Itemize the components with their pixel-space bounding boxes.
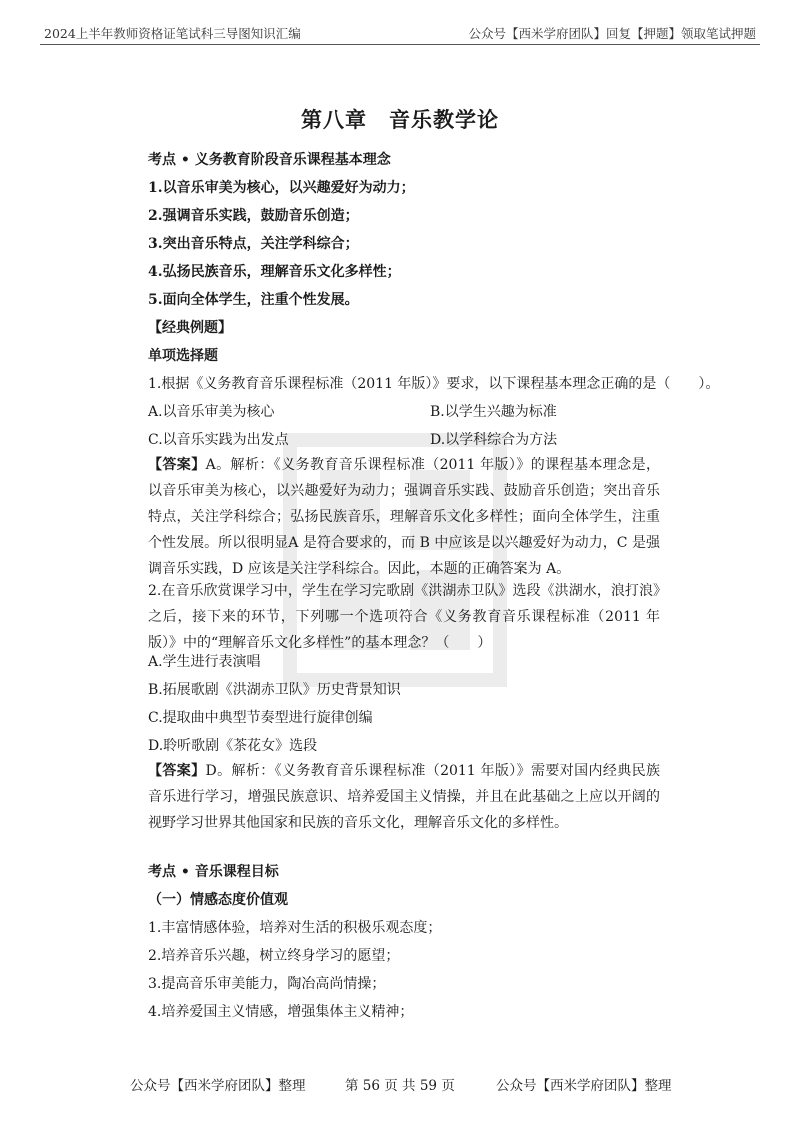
q2-option-b: B.拓展歌剧《洪湖赤卫队》历史背景知识 (148, 682, 401, 698)
q2-option-a: A.学生进行表演唱 (148, 654, 261, 670)
q2-answer-tag: 【答案】 (148, 763, 206, 779)
page-footer (0, 1074, 800, 1098)
header-rule (40, 44, 760, 45)
section1-heading: 考点 • 义务教育阶段音乐课程基本理念 (148, 152, 391, 168)
q1-option-b: B.以学生兴趣为标准 (430, 404, 557, 420)
section1-point-3: 3.突出音乐特点，关注学科综合； (148, 236, 359, 252)
section1-point-4: 4.弘扬民族音乐，理解音乐文化多样性； (148, 264, 401, 280)
q2-answer (148, 758, 660, 836)
section2-subheading: （一）情感态度价值观 (148, 892, 288, 908)
section1-point-2: 2.强调音乐实践，鼓励音乐创造； (148, 208, 359, 224)
page-header (0, 0, 800, 44)
q1-stem: 1.根据《义务教育音乐课程标准（2011 年版）》要求，以下课程基本理念正确的是（ ）。 (148, 376, 720, 392)
q2-option-c: C.提取曲中典型节奏型进行旋律创编 (148, 710, 373, 726)
question-type: 单项选择题 (148, 348, 218, 364)
section1-point-1: 1.以音乐审美为核心，以兴趣爱好为动力； (148, 180, 415, 196)
q1-answer-text: A。解析：《义务教育音乐课程标准（2011 年版）》的课程基本理念是，以音乐审美为核心，以兴趣爱好为动力；强调音乐实践、鼓励音乐创造；突出音乐特点，关注学科综合；弘扬民族音乐，理解音乐文化多样性；面向全体学生，注重个性发展。所以很明显A 是符合要求的，而 B 中应该是以兴趣爱好为动力，C 是强调音乐实践，D 应该是关注学科综合。因此，本题的正确答案为 A。 (148, 457, 660, 577)
q1-answer-tag: 【答案】 (148, 457, 206, 473)
q1-option-c: C.以音乐实践为出发点 (148, 432, 289, 448)
section2-point-4: 4.培养爱国主义情感，增强集体主义精神； (148, 1004, 414, 1020)
q1-answer (148, 452, 660, 582)
q1-option-d: D.以学科综合为方法 (430, 432, 558, 448)
q1-option-a: A.以音乐审美为核心 (148, 404, 275, 420)
footer-right: 公众号【西米学府团队】整理 (496, 1078, 672, 1094)
q2-option-d: D.聆听歌剧《茶花女》选段 (148, 738, 318, 754)
section1-point-5: 5.面向全体学生，注重个性发展。 (148, 292, 359, 308)
chapter-title: 第八章 音乐教学论 (301, 107, 499, 132)
header-promo: 公众号【西米学府团队】回复【押题】领取笔试押题 (468, 26, 756, 41)
section2-point-1: 1.丰富情感体验，培养对生活的积极乐观态度； (148, 920, 442, 936)
footer-left: 公众号【西米学府团队】整理 (130, 1078, 306, 1094)
section2-point-3: 3.提高音乐审美能力，陶冶高尚情操； (148, 976, 386, 992)
page-number: 第 56 页 共 59 页 (345, 1078, 455, 1094)
section2-heading: 考点 • 音乐课程目标 (148, 864, 279, 880)
header-book-title: 2024上半年教师资格证笔试科三导图知识汇编 (44, 26, 301, 41)
example-label: 【经典例题】 (148, 320, 232, 336)
section2-point-2: 2.培养音乐兴趣，树立终身学习的愿望； (148, 948, 400, 964)
q2-stem: 2.在音乐欣赏课学习中，学生在学习完歌剧《洪湖赤卫队》选段《洪湖水，浪打浪》之后，接下来的环节，下列哪一个选项符合《义务教育音乐课程标准（2011 年版）》中的“理解音乐文化多样性”的基本理念？（ ） (148, 583, 660, 651)
q2-answer-text: D。解析：《义务教育音乐课程标准（2011 年版）》需要对国内经典民族音乐进行学习，增强民族意识、培养爱国主义情操，并且在此基础之上应以开阔的视野学习世界其他国家和民族的音乐文化，理解音乐文化的多样性。 (148, 763, 660, 831)
